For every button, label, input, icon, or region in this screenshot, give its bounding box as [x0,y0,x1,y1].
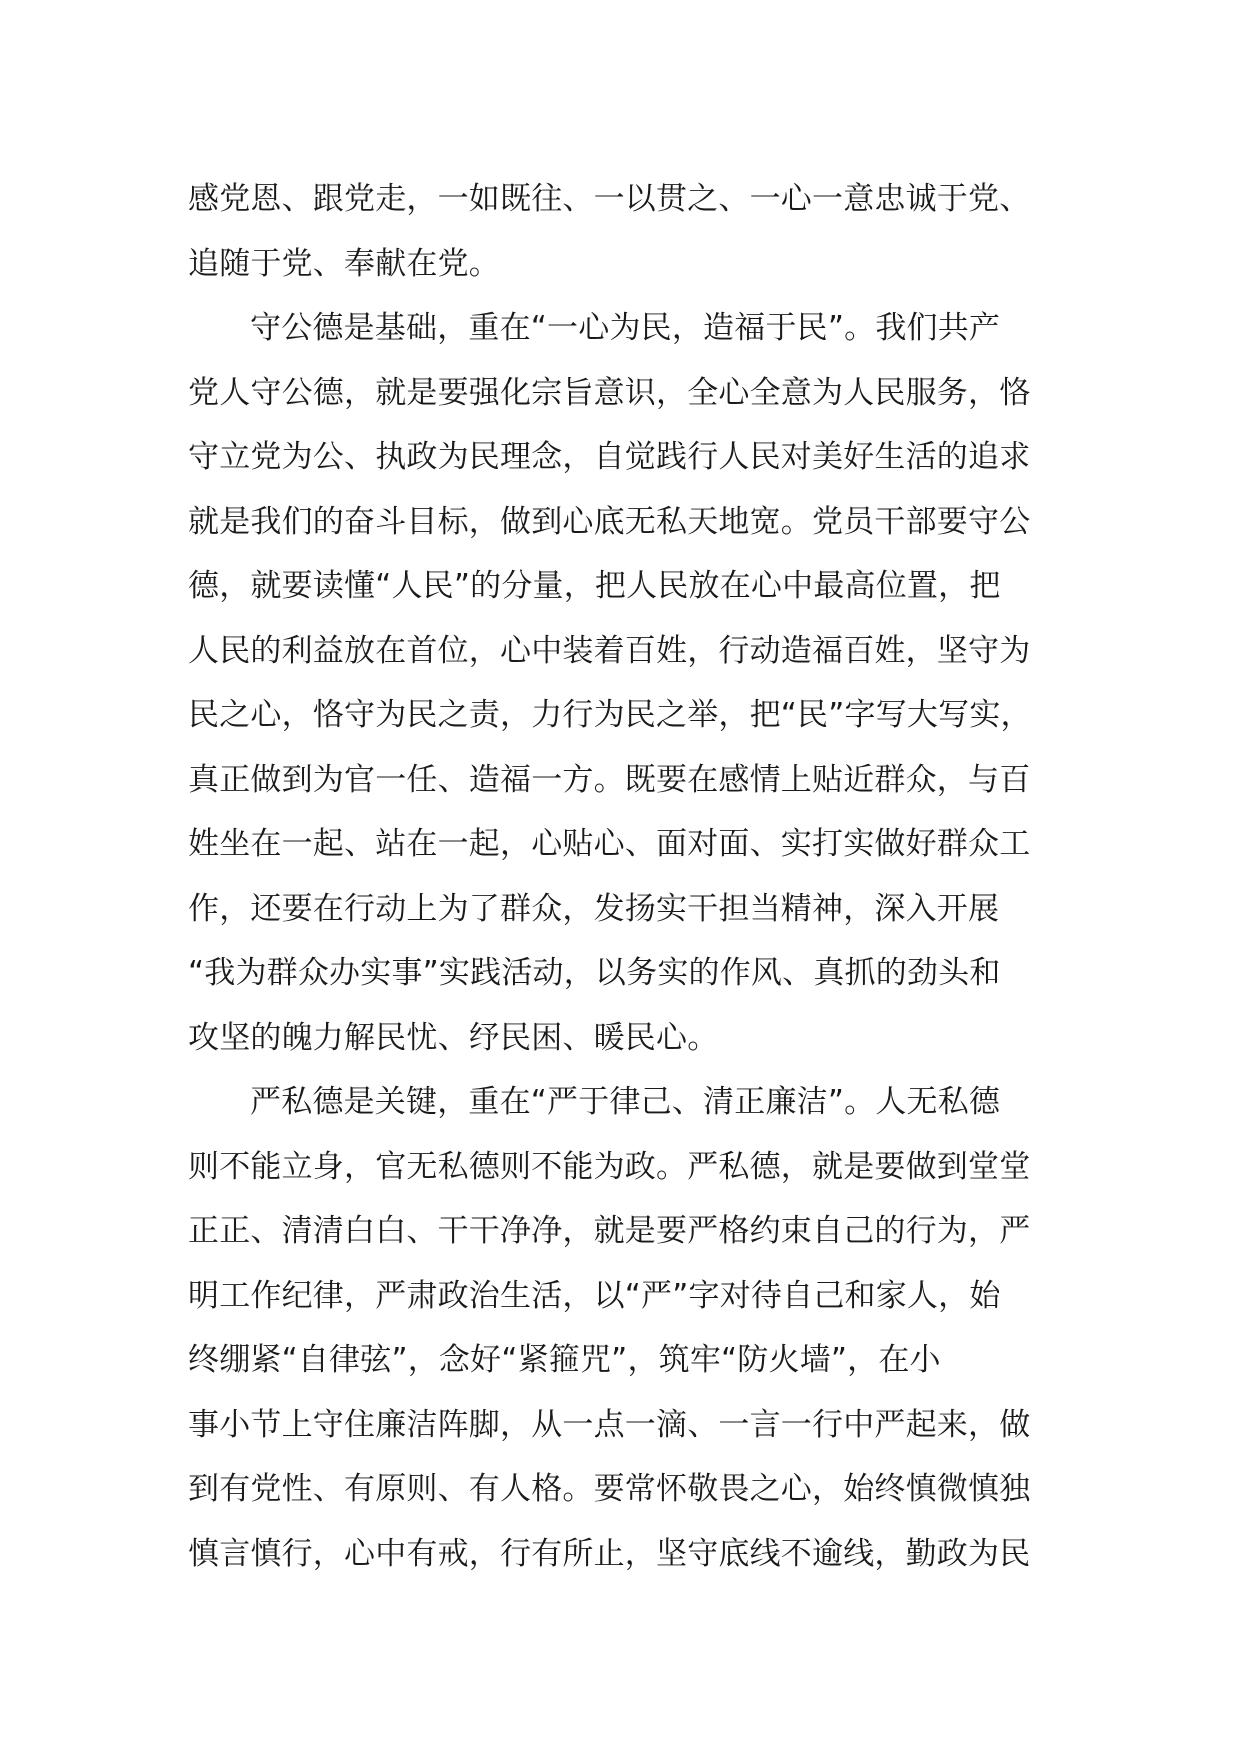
text-line: 真正做到为官一任、造福一方。既要在感情上贴近群众，与百 [188,761,1031,798]
text-line: 到有党性、有原则、有人格。要常怀敬畏之心，始终慎微慎独 [188,1471,1031,1507]
text-line: 攻坚的魄力解民忧、纾民困、暖民心。 [188,1019,719,1056]
text-line: 人民的利益放在首位，心中装着百姓，行动造福百姓，坚守为 [188,632,1031,669]
text-line: 作，还要在行动上为了群众，发扬实干担当精神，深入开展 [188,890,1000,927]
text-line: 正正、清清白白、干干净净，就是要严格约束自己的行为，严 [188,1213,1031,1249]
text-line: 感党恩、跟党走，一如既往、一以贯之、一心一意忠诚于党、 [188,181,1031,217]
text-line: 姓坐在一起、站在一起，心贴心、面对面、实打实做好群众工 [188,826,1031,862]
text-line: 则不能立身，官无私德则不能为政。严私德，就是要做到堂堂 [188,1148,1031,1185]
text-line: 事小节上守住廉洁阵脚，从一点一滴、一言一行中严起来，做 [188,1406,1031,1443]
text-line: 守立党为公、执政为民理念，自觉践行人民对美好生活的追求 [188,439,1031,475]
text-line: 党人守公德，就是要强化宗旨意识，全心全意为人民服务，恪 [188,374,1031,411]
text-line: 明工作纪律，严肃政治生活，以“严”字对待自己和家人，始 [188,1277,1001,1314]
text-line: 民之心，恪守为民之责，力行为民之举，把“民”字写大写实， [188,697,1032,733]
paragraph-start-line: 守公德是基础，重在“一心为民，造福于民”。我们共产 [250,310,1001,346]
text-line: 慎言慎行，心中有戒，行有所止，坚守底线不逾线，勤政为民 [188,1535,1031,1572]
text-line: 终绷紧“自律弦”，念好“紧箍咒”，筑牢“防火墙”，在小 [188,1342,941,1378]
text-line: 追随于党、奉献在党。 [188,245,500,282]
text-line: 德，就要读懂“人民”的分量，把人民放在心中最高位置，把 [188,568,1001,604]
body-text [188,167,1078,1586]
text-line: “我为群众办实事”实践活动，以务实的作风、真抓的劲头和 [188,955,1001,991]
paragraph-start-line: 严私德是关键，重在“严于律己、清正廉洁”。人无私德 [250,1084,1001,1120]
text-line: 就是我们的奋斗目标，做到心底无私天地宽。党员干部要守公 [188,503,1031,540]
